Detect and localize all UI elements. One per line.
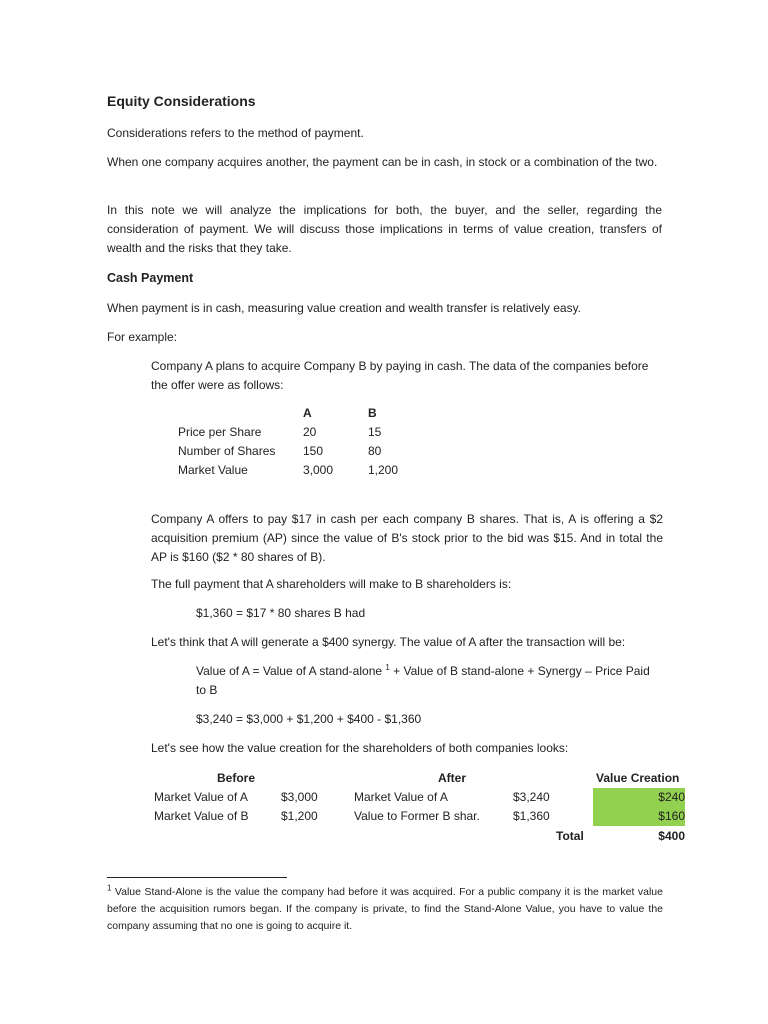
header-before: Before [217,771,256,785]
after-value-a: $3,240 [513,790,550,804]
after-label-a: Market Value of A [354,790,448,804]
row-label: Number of Shares [178,444,276,458]
paragraph-offer: Company A offers to pay $17 in cash per each company B shares. That is, A is offering a $2 acquisition premium (AP) since the value of B's stock prior to the bid was $15. And in total the AP is $160 ($2 * 80 shares of B). [151,512,663,564]
value-creation-b: $160 [593,807,685,826]
header-value-creation: Value Creation [596,771,680,785]
total-value: $400 [658,829,685,843]
footnote-marker: 1 [107,883,112,893]
paragraph-company-plan: Company A plans to acquire Company B by paying in cash. The data of the companies before the offer were as follows: [151,359,649,392]
total-label: Total [556,829,584,843]
paragraph-considerations: Considerations refers to the method of payment. [107,126,364,140]
before-label-b: Market Value of B [154,809,249,823]
header-after: After [438,771,467,785]
cell-b: 1,200 [368,463,399,477]
footnote-divider [107,877,287,878]
equation-text-end: + Value of B stand-alone + Synergy – Price Paid to B [196,664,650,697]
value-creation-a: $240 [593,788,685,807]
paragraph-payment-types: When one company acquires another, the payment can be in cash, in stock or a combination of the two. [107,155,658,169]
cell-a: 3,000 [303,463,334,477]
value-creation-table [151,769,687,849]
paragraph-value-creation-intro: Let's see how the value creation for the shareholders of both companies looks: [151,741,569,755]
paragraph-cash-easy: When payment is in cash, measuring value creation and wealth transfer is relatively easy. [107,301,582,315]
cell-a: 20 [303,425,317,439]
after-value-b: $1,360 [513,809,550,823]
after-label-b: Value to Former B shar. [354,809,480,823]
equation-numeric: $3,240 = $3,000 + $1,200 + $400 - $1,360 [196,712,422,726]
paragraph-for-example: For example: [107,330,178,344]
column-header-a: A [303,406,312,420]
paragraph-full-payment: The full payment that A shareholders will make to B shareholders is: [151,577,512,591]
equation-payment: $1,360 = $17 * 80 shares B had [196,606,366,620]
cell-b: 80 [368,444,382,458]
row-label: Price per Share [178,425,262,439]
equation-text-start: Value of A = Value of A stand-alone [196,664,386,678]
row-label: Market Value [178,463,248,477]
footnote-text: Value Stand-Alone is the value the company had before it was acquired. For a public company it is the market value before the acquisition rumors began. If the company is private, to find the Stand-Alone Value, you have to value the company assuming that no one is going to acquire it. [107,886,663,932]
page-title: Equity Considerations [107,93,256,109]
before-value-a: $3,000 [281,790,318,804]
cell-a: 150 [303,444,324,458]
before-label-a: Market Value of A [154,790,248,804]
paragraph-note-intro: In this note we will analyze the implications for both, the buyer, and the seller, regarding the consideration of payment. We will discuss those implications in terms of value creation, transfers of wealth and the risks that they take. [107,203,662,255]
cell-b: 15 [368,425,382,439]
footnote-reference: 1 [385,663,390,672]
column-header-b: B [368,406,377,420]
equation-value-of-a [196,662,663,700]
before-value-b: $1,200 [281,809,318,823]
footnote [107,884,663,935]
section-heading-cash-payment: Cash Payment [107,271,194,285]
paragraph-synergy: Let's think that A will generate a $400 synergy. The value of A after the transaction will be: [151,635,626,649]
